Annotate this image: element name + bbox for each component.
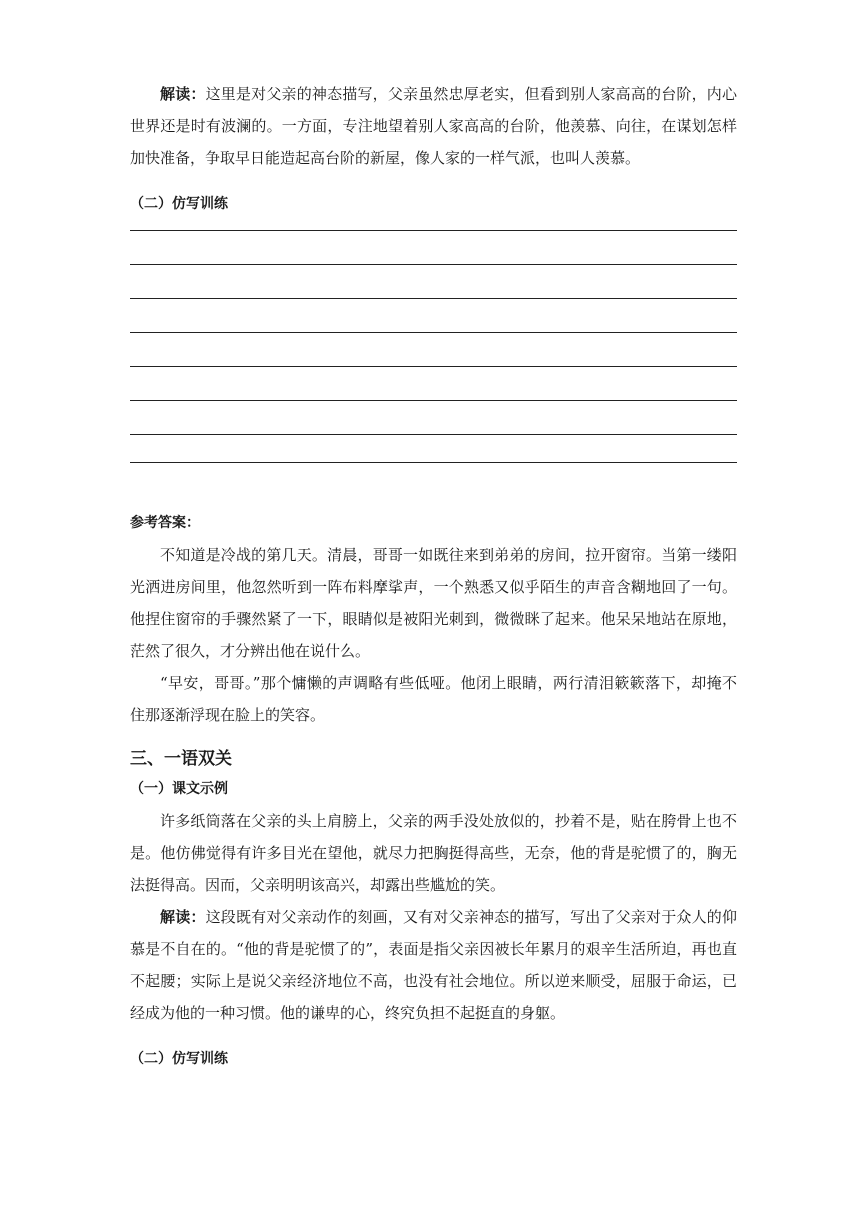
reference-paragraph: “早安，哥哥。”那个慵懒的声调略有些低哑。他闭上眼睛，两行清泪簌簌落下，却掩不住那逐渐浮现在脸上的笑容。 xyxy=(130,674,737,724)
practice-heading: （二）仿写训练 xyxy=(130,196,228,212)
section-heading: 三、一语双关 xyxy=(130,749,232,769)
reading-label: 解读： xyxy=(160,908,206,926)
writing-line[interactable] xyxy=(130,401,737,435)
reading-paragraph-2 xyxy=(130,901,737,1029)
writing-line[interactable] xyxy=(130,265,737,299)
document-page xyxy=(130,78,737,1075)
reading-paragraph-1 xyxy=(130,78,737,174)
reading-text: 这里是对父亲的神态描写，父亲虽然忠厚老实，但看到别人家高高的台阶，内心世界还是时有波澜的。一方面，专注地望着别人家高高的台阶，他羡慕、向往，在谋划怎样加快准备，争取早日能造起高台阶的新屋，像人家的一样气派，也叫人羡慕。 xyxy=(130,85,737,167)
reference-heading: 参考答案： xyxy=(130,515,200,531)
reference-paragraph: 不知道是冷战的第几天。清晨，哥哥一如既往来到弟弟的房间，拉开窗帘。当第一缕阳光洒进房间里，他忽然听到一阵布料摩挲声，一个熟悉又似乎陌生的声音含糊地回了一句。他捏住窗帘的手骤然紧了一下，眼睛似是被阳光刺到，微微眯了起来。他呆呆地站在原地，茫然了很久，才分辨出他在说什么。 xyxy=(130,546,737,660)
reading-label: 解读： xyxy=(160,85,206,103)
example-paragraph: 许多纸筒落在父亲的头上肩膀上，父亲的两手没处放似的，抄着不是，贴在胯骨上也不是。他仿佛觉得有许多目光在望他，就尽力把胸挺得高些，无奈，他的背是驼惯了的，胸无法挺得高。因而，父亲明明该高兴，却露出些尴尬的笑。 xyxy=(130,812,737,894)
writing-line[interactable] xyxy=(130,435,737,463)
writing-line[interactable] xyxy=(130,231,737,265)
writing-line[interactable] xyxy=(130,333,737,367)
practice-heading: （二）仿写训练 xyxy=(130,1051,228,1067)
writing-line[interactable] xyxy=(130,299,737,333)
example-heading: （一）课文示例 xyxy=(130,781,228,797)
writing-area[interactable] xyxy=(130,229,737,463)
reading-text: 这段既有对父亲动作的刻画，又有对父亲神态的描写，写出了父亲对于众人的仰慕是不自在的。“他的背是驼惯了的”，表面是指父亲因被长年累月的艰辛生活所迫，再也直不起腰；实际上是说父亲经济地位不高，也没有社会地位。所以逆来顺受，屈服于命运，已经成为他的一种习惯。他的谦卑的心，终究负担不起挺直的身躯。 xyxy=(130,908,737,1022)
writing-line[interactable] xyxy=(130,367,737,401)
